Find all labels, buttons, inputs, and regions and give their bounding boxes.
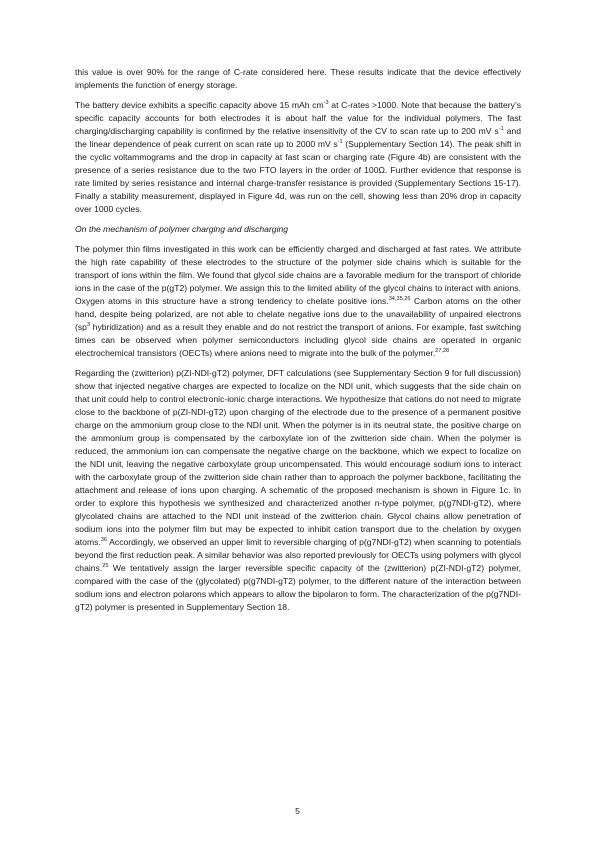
text-run: We tentatively assign the larger reversible specific capacity of the (zwitterion) p(ZI-NDI-gT2) polymer, compared with the case of the (glycolated) p(g7NDI-gT2) polymer, to the different nature of the interaction between sodium ions and electron polarons which appears to allow the bipolaron to form. The characterization of the p(g7NDI-gT2) polymer is presented in Supplementary Section 18.: [75, 563, 521, 612]
superscript: -1: [498, 126, 504, 133]
text-run: at C-rates >1000. Note that because the battery’s specific capacity accounts for both electrodes it is about half the value for the individual polymers. The fast charging/discharging capability is confirmed by the relative insensitivity of the CV to scan rate up to 200 mV s: [75, 100, 522, 136]
page-number: 5: [295, 806, 300, 816]
text-run: The polymer thin films investigated in this work can be efficiently charged and discharged at fast rates. We attribute the high rate capability of these electrodes to the structure of the polymer side chains which is suitable for the transport of ions within the film. We found that glycol side chains are a favorable medium for the transport of chloride ions in the case of the p(gT2) polymer. We assign this to the limited ability of the glycol chains to interact with anions. Oxygen atoms in this structure have a strong tendency to chelate positive ions.: [75, 244, 521, 306]
paragraph-2: [75, 99, 521, 216]
citation-superscript: 27,28: [435, 348, 450, 355]
citation-superscript: 34,35,26: [388, 296, 411, 303]
superscript: -3: [323, 100, 329, 107]
superscript: 3: [86, 322, 91, 329]
text-run: hybridization) and as a result they enable and do not restrict the transport of anions. For example, fast switching times can be observed when polymer semiconductors including glycol side chains are operated in organic electrochemical transistors (OECTs) where anions need to migrate into the bulk of the polymer.: [75, 322, 521, 358]
text-run: Regarding the (zwitterion) p(ZI-NDI-gT2) polymer, DFT calculations (see Supplementary Section 9 for full discussion) show that injected negative charges are expected to localize on the NDI unit, which suggests that the side chain on that unit could help to control electronic-ionic charge interactions. We hypothesize that cations do not need to migrate close to the backbone of p(ZI-NDI-gT2) upon charging of the electrode due to the presence of a permanent positive charge on the ammonium group close to the NDI unit. When the polymer is in its neutral state, the positive charge on the ammonium group is compensated by the carboxylate ion of the zwitterion side chain. When the polymer is reduced, the ammonium ion can compensate the negative charge on the backbone, which we expect to localize on the NDI unit, leaving the negative carboxylate group uncompensated. This would encourage sodium ions to interact with the carboxylate group of the zwitterion side chain rather than to approach the polymer backbone, facilitating the attachment and release of ions upon charging. A schematic of the proposed mechanism is shown in Figure 1c. In order to explore this hypothesis we synthesized and characterized another n-type polymer, p(g7NDI-gT2), where glycolated chains are attached to the NDI unit instead of the zwitterion chain. Glycol chains allow penetration of sodium ions into the polymer film but may be expected to inhibit cation transport due to the chelation by oxygen atoms.: [75, 368, 521, 547]
paragraph-1: [75, 66, 521, 92]
citation-superscript: 25: [102, 563, 109, 570]
text-run: this value is over 90% for the range of C-rate considered here. These results indicate that the device effectively implements the function of energy storage.: [75, 67, 521, 90]
text-run: Carbon atoms on the other hand, despite being polarized, are not able to chelate negative ions due to the unavailability of unpaired electrons (sp: [75, 296, 521, 332]
body-text: [75, 66, 521, 621]
citation-superscript: 36: [100, 537, 108, 544]
paragraph-3: [75, 243, 521, 360]
text-run: and the linear dependence of peak current on scan rate up to 2000 mV s: [75, 126, 521, 149]
text-run: Accordingly, we observed an upper limit to reversible charging of p(g7NDI-gT2) when scanning to potentials beyond the first reduction peak. A similar behavior was also reported previously for OECTs using polymers with glycol chains.: [75, 537, 521, 573]
superscript: -1: [337, 139, 343, 146]
text-run: The battery device exhibits a specific capacity above 15 mAh cm: [75, 100, 324, 110]
text-run: (Supplementary Section 14). The peak shift in the cyclic voltammograms and the drop in capacity at fast scan or charging rate (Figure 4b) are consistent with the presence of a series resistance due to the two FTO layers in the order of 100Ω. Further evidence that response is rate limited by series resistance and internal charge-transfer resistance is provided (Supplementary Sections 15-17). Finally a stability measurement, displayed in Figure 4d, was run on the cell, showing less than 20% drop in capacity over 1000 cycles.: [75, 139, 521, 214]
section-heading: On the mechanism of polymer charging and discharging: [75, 224, 289, 234]
paragraph-4: [75, 367, 521, 614]
